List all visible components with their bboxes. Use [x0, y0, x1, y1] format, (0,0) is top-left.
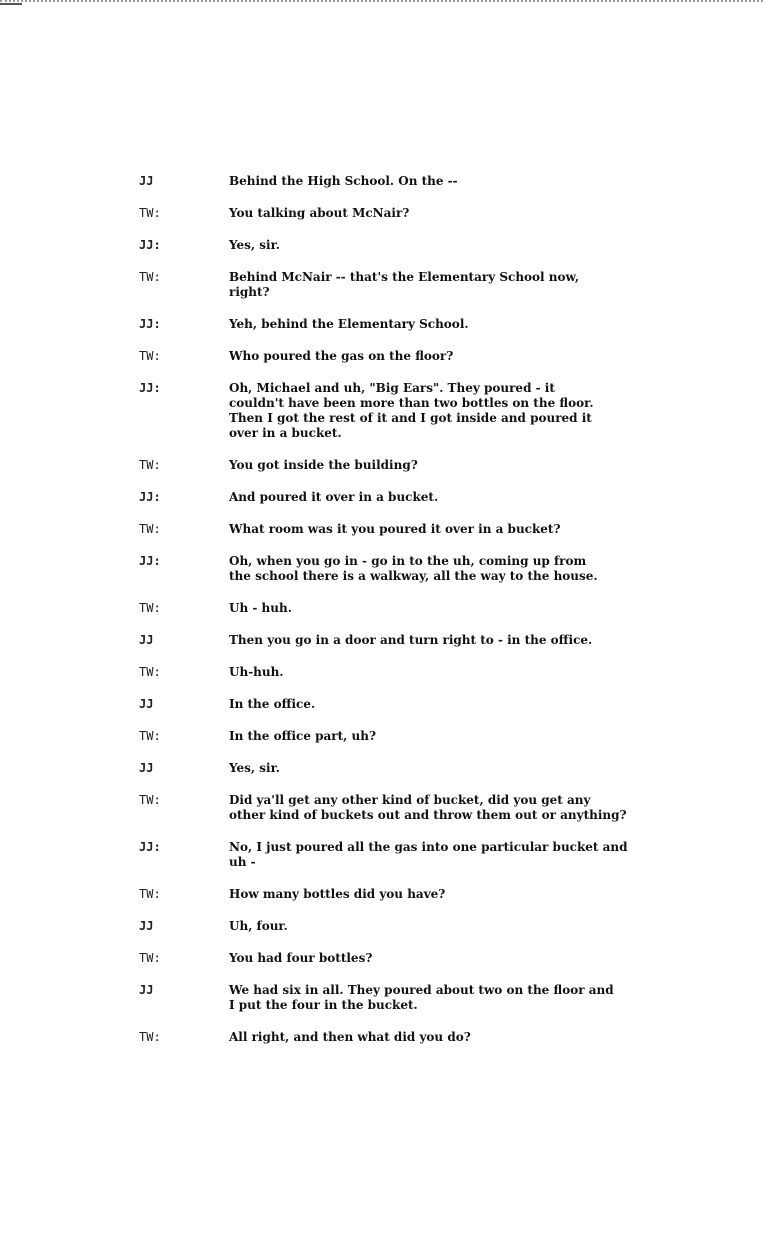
utterance-text: Uh, four.	[229, 919, 288, 933]
scan-corner-mark	[0, 3, 22, 5]
speaker-label: TW:	[139, 458, 161, 472]
speaker-label: JJ	[139, 919, 154, 933]
speaker-label: TW:	[139, 793, 161, 807]
transcript-entry	[139, 206, 699, 221]
transcript-entry	[139, 349, 699, 364]
utterance-text: Behind McNair -- that's the Elementary School now, right?	[229, 270, 580, 299]
utterance-text: Uh-huh.	[229, 665, 284, 679]
utterance-text: Uh - huh.	[229, 601, 292, 615]
speaker-label: TW:	[139, 887, 161, 901]
speaker-label: JJ	[139, 174, 154, 188]
transcript-entry	[139, 951, 699, 966]
speaker-label: TW:	[139, 270, 161, 284]
speaker-label: JJ:	[139, 317, 161, 331]
transcript-entry	[139, 270, 699, 300]
transcript-entry	[139, 729, 699, 744]
transcript-entry	[139, 174, 699, 189]
utterance-text: Yes, sir.	[229, 761, 280, 775]
transcript-entry	[139, 793, 699, 823]
speaker-label: JJ	[139, 633, 154, 647]
utterance-text: You got inside the building?	[229, 458, 418, 472]
speaker-label: JJ:	[139, 381, 161, 395]
transcript-entry	[139, 522, 699, 537]
speaker-label: TW:	[139, 522, 161, 536]
scan-edge-dots	[0, 0, 763, 4]
transcript-entry	[139, 887, 699, 902]
utterance-text: In the office part, uh?	[229, 729, 376, 743]
transcript-entry	[139, 983, 699, 1013]
transcript-entry	[139, 601, 699, 616]
speaker-label: TW:	[139, 601, 161, 615]
utterance-text: Yeh, behind the Elementary School.	[229, 317, 469, 331]
utterance-text: Oh, Michael and uh, "Big Ears". They poured - it couldn't have been more than two bottles on the floor. Then I got the rest of it and I got inside and poured it over in a bucket.	[229, 381, 594, 440]
transcript-entry	[139, 381, 699, 441]
speaker-label: TW:	[139, 349, 161, 363]
transcript-entry	[139, 238, 699, 253]
transcript-entry	[139, 665, 699, 680]
utterance-text: Who poured the gas on the floor?	[229, 349, 454, 363]
transcript-entry	[139, 919, 699, 934]
speaker-label: TW:	[139, 665, 161, 679]
transcript-entry	[139, 1030, 699, 1045]
transcript-entry	[139, 840, 699, 870]
utterance-text: We had six in all. They poured about two on the floor and I put the four in the bucket.	[229, 983, 614, 1012]
transcript-entry	[139, 633, 699, 648]
speaker-label: JJ:	[139, 840, 161, 854]
transcript-entry	[139, 458, 699, 473]
utterance-text: How many bottles did you have?	[229, 887, 446, 901]
utterance-text: You had four bottles?	[229, 951, 373, 965]
interview-transcript	[139, 174, 699, 1062]
utterance-text: You talking about McNair?	[229, 206, 410, 220]
utterance-text: No, I just poured all the gas into one particular bucket and uh -	[229, 840, 628, 869]
speaker-label: JJ	[139, 983, 154, 997]
speaker-label: JJ	[139, 697, 154, 711]
utterance-text: Then you go in a door and turn right to - in the office.	[229, 633, 593, 647]
speaker-label: TW:	[139, 206, 161, 220]
speaker-label: JJ:	[139, 554, 161, 568]
utterance-text: And poured it over in a bucket.	[229, 490, 439, 504]
transcript-entry	[139, 554, 699, 584]
transcript-entry	[139, 761, 699, 776]
utterance-text: Did ya'll get any other kind of bucket, did you get any other kind of buckets out and throw them out or anything?	[229, 793, 627, 822]
speaker-label: TW:	[139, 729, 161, 743]
speaker-label: TW:	[139, 1030, 161, 1044]
utterance-text: Behind the High School. On the --	[229, 174, 458, 188]
utterance-text: Oh, when you go in - go in to the uh, coming up from the school there is a walkway, all the way to the house.	[229, 554, 598, 583]
utterance-text: Yes, sir.	[229, 238, 280, 252]
utterance-text: What room was it you poured it over in a bucket?	[229, 522, 561, 536]
transcript-entry	[139, 697, 699, 712]
transcript-entry	[139, 317, 699, 332]
speaker-label: TW:	[139, 951, 161, 965]
speaker-label: JJ:	[139, 490, 161, 504]
utterance-text: All right, and then what did you do?	[229, 1030, 471, 1044]
transcript-entry	[139, 490, 699, 505]
utterance-text: In the office.	[229, 697, 316, 711]
speaker-label: JJ:	[139, 238, 161, 252]
speaker-label: JJ	[139, 761, 154, 775]
